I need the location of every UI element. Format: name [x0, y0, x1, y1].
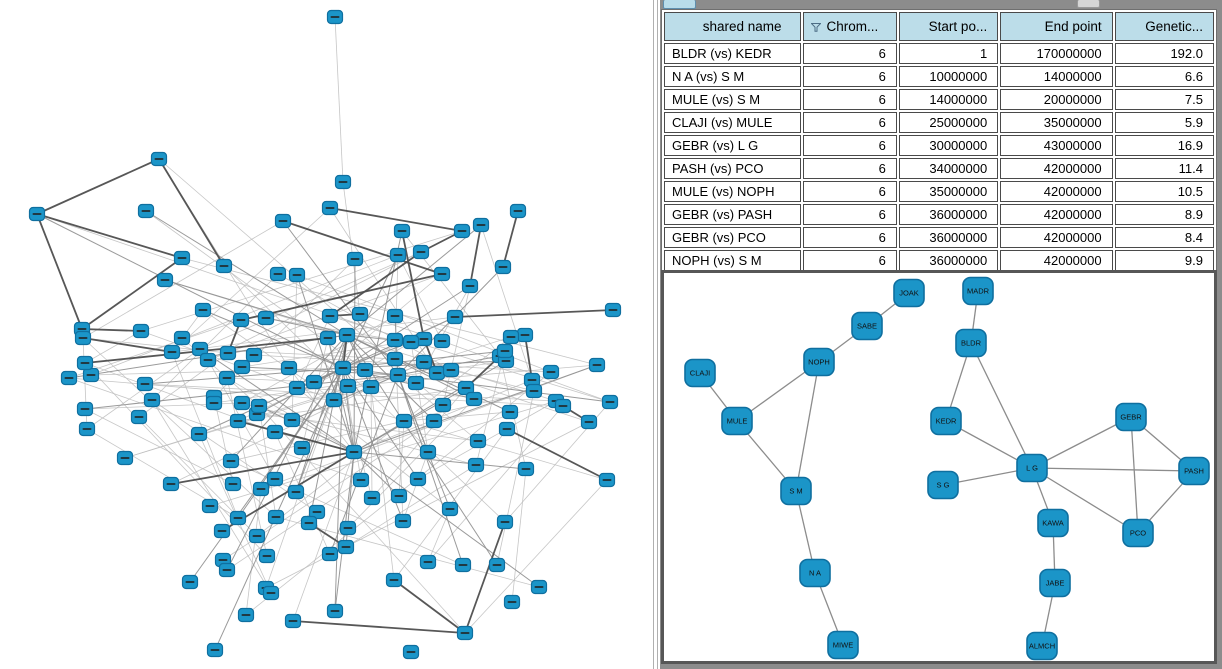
network-node[interactable]: [347, 446, 362, 459]
network-node[interactable]: [404, 646, 419, 659]
subnetwork-node-label: N A: [808, 568, 822, 578]
network-node[interactable]: [443, 503, 458, 516]
table-cell-genetic[interactable]: 8.4: [1115, 227, 1214, 248]
table-cell-shared_name[interactable]: MULE (vs) S M: [664, 89, 801, 110]
network-node[interactable]: [409, 377, 424, 390]
subnetwork-node-label: NOPH: [808, 357, 830, 367]
table-cell-chromosome[interactable]: 6: [803, 250, 897, 271]
network-edge: [85, 409, 233, 484]
network-node[interactable]: [444, 364, 459, 377]
subnetwork-node-label: BLDR: [960, 338, 982, 348]
table-cell-start_position[interactable]: 35000000: [899, 181, 998, 202]
table-cell-start_position[interactable]: 10000000: [899, 66, 998, 87]
column-header-label: End point: [1044, 19, 1102, 34]
network-node[interactable]: [467, 393, 482, 406]
subnetwork-node-label: PASH: [1184, 466, 1204, 476]
network-node[interactable]: [134, 325, 149, 338]
scrollbar-thumb[interactable]: [663, 0, 696, 9]
subnetwork-view[interactable]: [661, 270, 1217, 664]
network-node[interactable]: [76, 332, 91, 345]
network-edge: [335, 17, 343, 182]
column-header-start_position[interactable]: [899, 12, 998, 41]
network-node[interactable]: [302, 517, 317, 530]
table-cell-shared_name[interactable]: GEBR (vs) L G: [664, 135, 801, 156]
subnetwork-node-MULE[interactable]: [722, 408, 752, 435]
subnetwork-node-label: KAWA: [1042, 518, 1064, 528]
network-node[interactable]: [387, 574, 402, 587]
network-node[interactable]: [231, 415, 246, 428]
network-node[interactable]: [30, 208, 45, 221]
network-edge: [465, 522, 505, 633]
right-pane: [660, 0, 1222, 669]
network-node[interactable]: [217, 260, 232, 273]
network-node[interactable]: [590, 359, 605, 372]
network-node[interactable]: [455, 225, 470, 238]
network-node[interactable]: [469, 459, 484, 472]
edge-attribute-table: [661, 9, 1217, 274]
network-node[interactable]: [498, 345, 513, 358]
network-node[interactable]: [271, 268, 286, 281]
network-node[interactable]: [490, 559, 505, 572]
network-node[interactable]: [448, 311, 463, 324]
subnetwork-node-label: JABE: [1045, 578, 1065, 588]
network-node[interactable]: [582, 416, 597, 429]
network-node[interactable]: [519, 463, 534, 476]
table-cell-chromosome[interactable]: 6: [803, 158, 897, 179]
network-node[interactable]: [224, 455, 239, 468]
table-row[interactable]: [664, 43, 1214, 64]
subnetwork-node-ALMCH[interactable]: [1027, 633, 1057, 660]
subnetwork-edge[interactable]: [971, 343, 1032, 468]
table-cell-end_point[interactable]: 42000000: [1000, 250, 1112, 271]
subnetwork-node-label: PCO: [1129, 528, 1147, 538]
table-cell-shared_name[interactable]: BLDR (vs) KEDR: [664, 43, 801, 64]
network-node[interactable]: [158, 274, 173, 287]
network-edge: [293, 621, 465, 633]
subnetwork-node-label: JOAK: [899, 288, 919, 298]
network-node[interactable]: [505, 596, 520, 609]
network-node[interactable]: [252, 400, 267, 413]
network-node[interactable]: [175, 332, 190, 345]
network-node[interactable]: [396, 515, 411, 528]
network-node[interactable]: [435, 268, 450, 281]
table-cell-end_point[interactable]: 43000000: [1000, 135, 1112, 156]
network-node[interactable]: [84, 369, 99, 382]
subnetwork-node-label: S G: [936, 480, 950, 490]
column-header-genetic[interactable]: [1115, 12, 1214, 41]
table-cell-start_position[interactable]: 36000000: [899, 250, 998, 271]
network-node[interactable]: [145, 394, 160, 407]
network-edge: [394, 580, 465, 633]
network-node[interactable]: [221, 347, 236, 360]
network-edge: [465, 480, 607, 633]
network-node[interactable]: [132, 411, 147, 424]
subnetwork-node-MIWE[interactable]: [828, 632, 858, 659]
scrollbar-track-mark: [1077, 0, 1100, 8]
table-cell-end_point[interactable]: 14000000: [1000, 66, 1112, 87]
network-node[interactable]: [290, 269, 305, 282]
network-edge: [428, 406, 563, 562]
network-edge: [165, 280, 347, 335]
network-node[interactable]: [323, 202, 338, 215]
data-table: [661, 9, 1217, 274]
subnetwork-node-PCO[interactable]: [1123, 520, 1153, 547]
table-cell-chromosome[interactable]: 6: [803, 181, 897, 202]
network-node[interactable]: [247, 349, 262, 362]
network-node[interactable]: [414, 246, 429, 259]
subnetwork-node-KEDR[interactable]: [931, 408, 961, 435]
network-node[interactable]: [427, 415, 442, 428]
subnetwork-node-NOPH[interactable]: [804, 349, 834, 376]
network-edge: [159, 159, 224, 266]
table-cell-start_position[interactable]: 14000000: [899, 89, 998, 110]
network-node[interactable]: [220, 564, 235, 577]
table-cell-end_point[interactable]: 42000000: [1000, 227, 1112, 248]
network-node[interactable]: [138, 378, 153, 391]
network-node[interactable]: [518, 329, 533, 342]
network-node[interactable]: [496, 261, 511, 274]
network-node[interactable]: [196, 304, 211, 317]
network-node[interactable]: [463, 280, 478, 293]
network-edge: [470, 225, 481, 286]
network-edge: [503, 211, 518, 267]
network-node[interactable]: [264, 587, 279, 600]
table-row[interactable]: [664, 181, 1214, 202]
network-node[interactable]: [456, 559, 471, 572]
network-node[interactable]: [600, 474, 615, 487]
network-node[interactable]: [544, 366, 559, 379]
network-node[interactable]: [339, 541, 354, 554]
network-node[interactable]: [391, 369, 406, 382]
table-cell-chromosome[interactable]: 6: [803, 66, 897, 87]
table-cell-genetic[interactable]: 11.4: [1115, 158, 1214, 179]
network-node[interactable]: [226, 478, 241, 491]
network-node[interactable]: [321, 332, 336, 345]
network-edge: [37, 214, 82, 329]
subnetwork-node-GEBR[interactable]: [1116, 404, 1146, 431]
network-edge: [82, 329, 141, 331]
network-node[interactable]: [323, 310, 338, 323]
network-edge: [455, 310, 613, 317]
subnetwork-node-label: MIWE: [832, 640, 854, 650]
table-cell-genetic[interactable]: 16.9: [1115, 135, 1214, 156]
network-node[interactable]: [341, 380, 356, 393]
table-body: [664, 43, 1214, 271]
network-edge: [152, 274, 278, 400]
table-cell-end_point[interactable]: 35000000: [1000, 112, 1112, 133]
table-cell-shared_name[interactable]: MULE (vs) NOPH: [664, 181, 801, 202]
subnetwork-node-S-M[interactable]: [781, 478, 811, 505]
network-node[interactable]: [527, 385, 542, 398]
network-node[interactable]: [336, 176, 351, 189]
table-cell-start_position[interactable]: 36000000: [899, 204, 998, 225]
table-row[interactable]: [664, 135, 1214, 156]
network-node[interactable]: [391, 249, 406, 262]
network-node[interactable]: [395, 225, 410, 238]
network-node[interactable]: [328, 605, 343, 618]
network-node[interactable]: [421, 556, 436, 569]
network-node[interactable]: [404, 336, 419, 349]
network-edge: [82, 258, 182, 329]
subnetwork-node-L-G[interactable]: [1017, 455, 1047, 482]
network-node[interactable]: [354, 474, 369, 487]
network-node[interactable]: [532, 581, 547, 594]
network-node[interactable]: [254, 483, 269, 496]
network-node[interactable]: [603, 396, 618, 409]
table-cell-genetic[interactable]: 192.0: [1115, 43, 1214, 64]
table-row[interactable]: [664, 204, 1214, 225]
network-node[interactable]: [307, 376, 322, 389]
table-row[interactable]: [664, 227, 1214, 248]
network-node[interactable]: [235, 361, 250, 374]
subnetwork-node-label: GEBR: [1120, 412, 1142, 422]
table-row[interactable]: [664, 89, 1214, 110]
table-row[interactable]: [664, 66, 1214, 87]
network-node[interactable]: [203, 500, 218, 513]
network-node[interactable]: [290, 382, 305, 395]
network-node[interactable]: [388, 310, 403, 323]
network-node[interactable]: [471, 435, 486, 448]
table-cell-shared_name[interactable]: PASH (vs) PCO: [664, 158, 801, 179]
network-node[interactable]: [421, 446, 436, 459]
network-node[interactable]: [556, 400, 571, 413]
subnetwork-node-label: KEDR: [935, 416, 957, 426]
subnetwork-node-JOAK[interactable]: [894, 280, 924, 307]
subnetwork-node-label: L G: [1026, 463, 1038, 473]
network-node[interactable]: [152, 153, 167, 166]
network-node[interactable]: [231, 512, 246, 525]
table-cell-start_position[interactable]: 36000000: [899, 227, 998, 248]
subnetwork-edge[interactable]: [1131, 417, 1138, 533]
network-node[interactable]: [411, 473, 426, 486]
network-node[interactable]: [207, 397, 222, 410]
network-node[interactable]: [78, 403, 93, 416]
network-node[interactable]: [503, 406, 518, 419]
network-node[interactable]: [234, 314, 249, 327]
table-cell-genetic[interactable]: 8.9: [1115, 204, 1214, 225]
network-node[interactable]: [215, 525, 230, 538]
subnetwork-node-label: CLAJI: [689, 368, 711, 378]
table-cell-end_point[interactable]: 42000000: [1000, 158, 1112, 179]
subnetwork-node-KAWA[interactable]: [1038, 510, 1068, 537]
network-node[interactable]: [358, 364, 373, 377]
network-node[interactable]: [348, 253, 363, 266]
subnetwork-node-label: MADR: [966, 286, 990, 296]
table-cell-genetic[interactable]: 9.9: [1115, 250, 1214, 271]
network-node[interactable]: [239, 609, 254, 622]
network-node[interactable]: [208, 644, 223, 657]
network-node[interactable]: [364, 381, 379, 394]
table-cell-genetic[interactable]: 5.9: [1115, 112, 1214, 133]
network-node[interactable]: [295, 442, 310, 455]
table-cell-shared_name[interactable]: GEBR (vs) PASH: [664, 204, 801, 225]
network-node[interactable]: [282, 362, 297, 375]
network-node[interactable]: [436, 399, 451, 412]
table-cell-chromosome[interactable]: 6: [803, 204, 897, 225]
table-cell-end_point[interactable]: 42000000: [1000, 204, 1112, 225]
network-node[interactable]: [259, 312, 274, 325]
subnetwork-node-BLDR[interactable]: [956, 330, 986, 357]
filter-icon[interactable]: [811, 23, 821, 32]
column-header-label: Genetic...: [1145, 19, 1203, 34]
table-row[interactable]: [664, 158, 1214, 179]
network-node[interactable]: [260, 550, 275, 563]
table-cell-end_point[interactable]: 170000000: [1000, 43, 1112, 64]
table-cell-chromosome[interactable]: 6: [803, 43, 897, 64]
table-cell-genetic[interactable]: 10.5: [1115, 181, 1214, 202]
table-cell-genetic[interactable]: 7.5: [1115, 89, 1214, 110]
table-row[interactable]: [664, 112, 1214, 133]
panel-divider[interactable]: [650, 0, 660, 669]
network-node[interactable]: [164, 478, 179, 491]
network-node[interactable]: [183, 576, 198, 589]
network-node[interactable]: [286, 615, 301, 628]
network-node[interactable]: [328, 11, 343, 24]
table-cell-shared_name[interactable]: N A (vs) S M: [664, 66, 801, 87]
network-node[interactable]: [341, 522, 356, 535]
network-node[interactable]: [62, 372, 77, 385]
subnetwork-node-S-G[interactable]: [928, 472, 958, 499]
network-node[interactable]: [269, 511, 284, 524]
table-cell-start_position[interactable]: 34000000: [899, 158, 998, 179]
network-node[interactable]: [268, 473, 283, 486]
network-node[interactable]: [353, 308, 368, 321]
network-node[interactable]: [118, 452, 133, 465]
network-node[interactable]: [201, 354, 216, 367]
table-header: [664, 12, 1214, 41]
network-node[interactable]: [511, 205, 526, 218]
network-node[interactable]: [474, 219, 489, 232]
subnetwork-node-label: SABE: [856, 321, 878, 331]
table-cell-end_point[interactable]: 20000000: [1000, 89, 1112, 110]
network-node[interactable]: [165, 346, 180, 359]
network-node[interactable]: [78, 357, 93, 370]
table-cell-shared_name[interactable]: NOPH (vs) S M: [664, 250, 801, 271]
column-header-chromosome[interactable]: [803, 12, 897, 41]
network-node[interactable]: [192, 428, 207, 441]
subnetwork-node-PASH[interactable]: [1179, 458, 1209, 485]
subnetwork-node-label: MULE: [726, 416, 748, 426]
network-node[interactable]: [340, 329, 355, 342]
network-node[interactable]: [606, 304, 621, 317]
subnetwork-node-N-A[interactable]: [800, 560, 830, 587]
network-node[interactable]: [268, 426, 283, 439]
table-cell-shared_name[interactable]: GEBR (vs) PCO: [664, 227, 801, 248]
table-cell-chromosome[interactable]: 6: [803, 112, 897, 133]
network-node[interactable]: [327, 394, 342, 407]
network-node[interactable]: [365, 492, 380, 505]
table-cell-genetic[interactable]: 6.6: [1115, 66, 1214, 87]
network-node[interactable]: [458, 627, 473, 640]
subnetwork-node-JABE[interactable]: [1040, 570, 1070, 597]
subnetwork-node-MADR[interactable]: [963, 278, 993, 305]
subnetwork-edge[interactable]: [796, 362, 819, 491]
table-cell-shared_name[interactable]: CLAJI (vs) MULE: [664, 112, 801, 133]
table-cell-start_position[interactable]: 30000000: [899, 135, 998, 156]
table-cell-start_position[interactable]: 1: [899, 43, 998, 64]
network-node[interactable]: [397, 415, 412, 428]
table-cell-chromosome[interactable]: 6: [803, 227, 897, 248]
network-node[interactable]: [276, 215, 291, 228]
network-node[interactable]: [430, 367, 445, 380]
subnetwork-node-label: S M: [789, 486, 803, 496]
network-node[interactable]: [500, 423, 515, 436]
column-header-label: Chrom...: [826, 19, 879, 34]
network-node[interactable]: [285, 414, 300, 427]
network-node[interactable]: [80, 423, 95, 436]
network-node[interactable]: [323, 548, 338, 561]
subnetwork-node-SABE[interactable]: [852, 313, 882, 340]
network-edge: [83, 221, 283, 338]
table-cell-chromosome[interactable]: 6: [803, 89, 897, 110]
network-node[interactable]: [504, 331, 519, 344]
network-node[interactable]: [392, 490, 407, 503]
network-node[interactable]: [435, 335, 450, 348]
network-node[interactable]: [388, 353, 403, 366]
subnetwork-canvas[interactable]: [664, 273, 1214, 661]
column-header-label: shared name: [702, 19, 782, 34]
network-edge: [354, 259, 355, 452]
column-header-shared_name[interactable]: [664, 12, 801, 41]
network-node[interactable]: [175, 252, 190, 265]
network-node[interactable]: [235, 397, 250, 410]
subnetwork-node-CLAJI[interactable]: [685, 360, 715, 387]
network-node[interactable]: [139, 205, 154, 218]
subnetwork-node-label: ALMCH: [1028, 641, 1056, 651]
subnetwork-edge[interactable]: [1032, 468, 1194, 471]
network-node[interactable]: [220, 372, 235, 385]
table-cell-chromosome[interactable]: 6: [803, 135, 897, 156]
table-row[interactable]: [664, 250, 1214, 271]
network-node[interactable]: [336, 362, 351, 375]
table-cell-end_point[interactable]: 42000000: [1000, 181, 1112, 202]
network-node[interactable]: [289, 486, 304, 499]
network-node[interactable]: [417, 356, 432, 369]
network-node[interactable]: [498, 516, 513, 529]
network-node[interactable]: [250, 530, 265, 543]
column-header-end_point[interactable]: [1000, 12, 1112, 41]
table-cell-start_position[interactable]: 25000000: [899, 112, 998, 133]
network-node[interactable]: [388, 334, 403, 347]
column-header-label: Start po...: [928, 19, 988, 34]
network-edge: [37, 214, 182, 258]
